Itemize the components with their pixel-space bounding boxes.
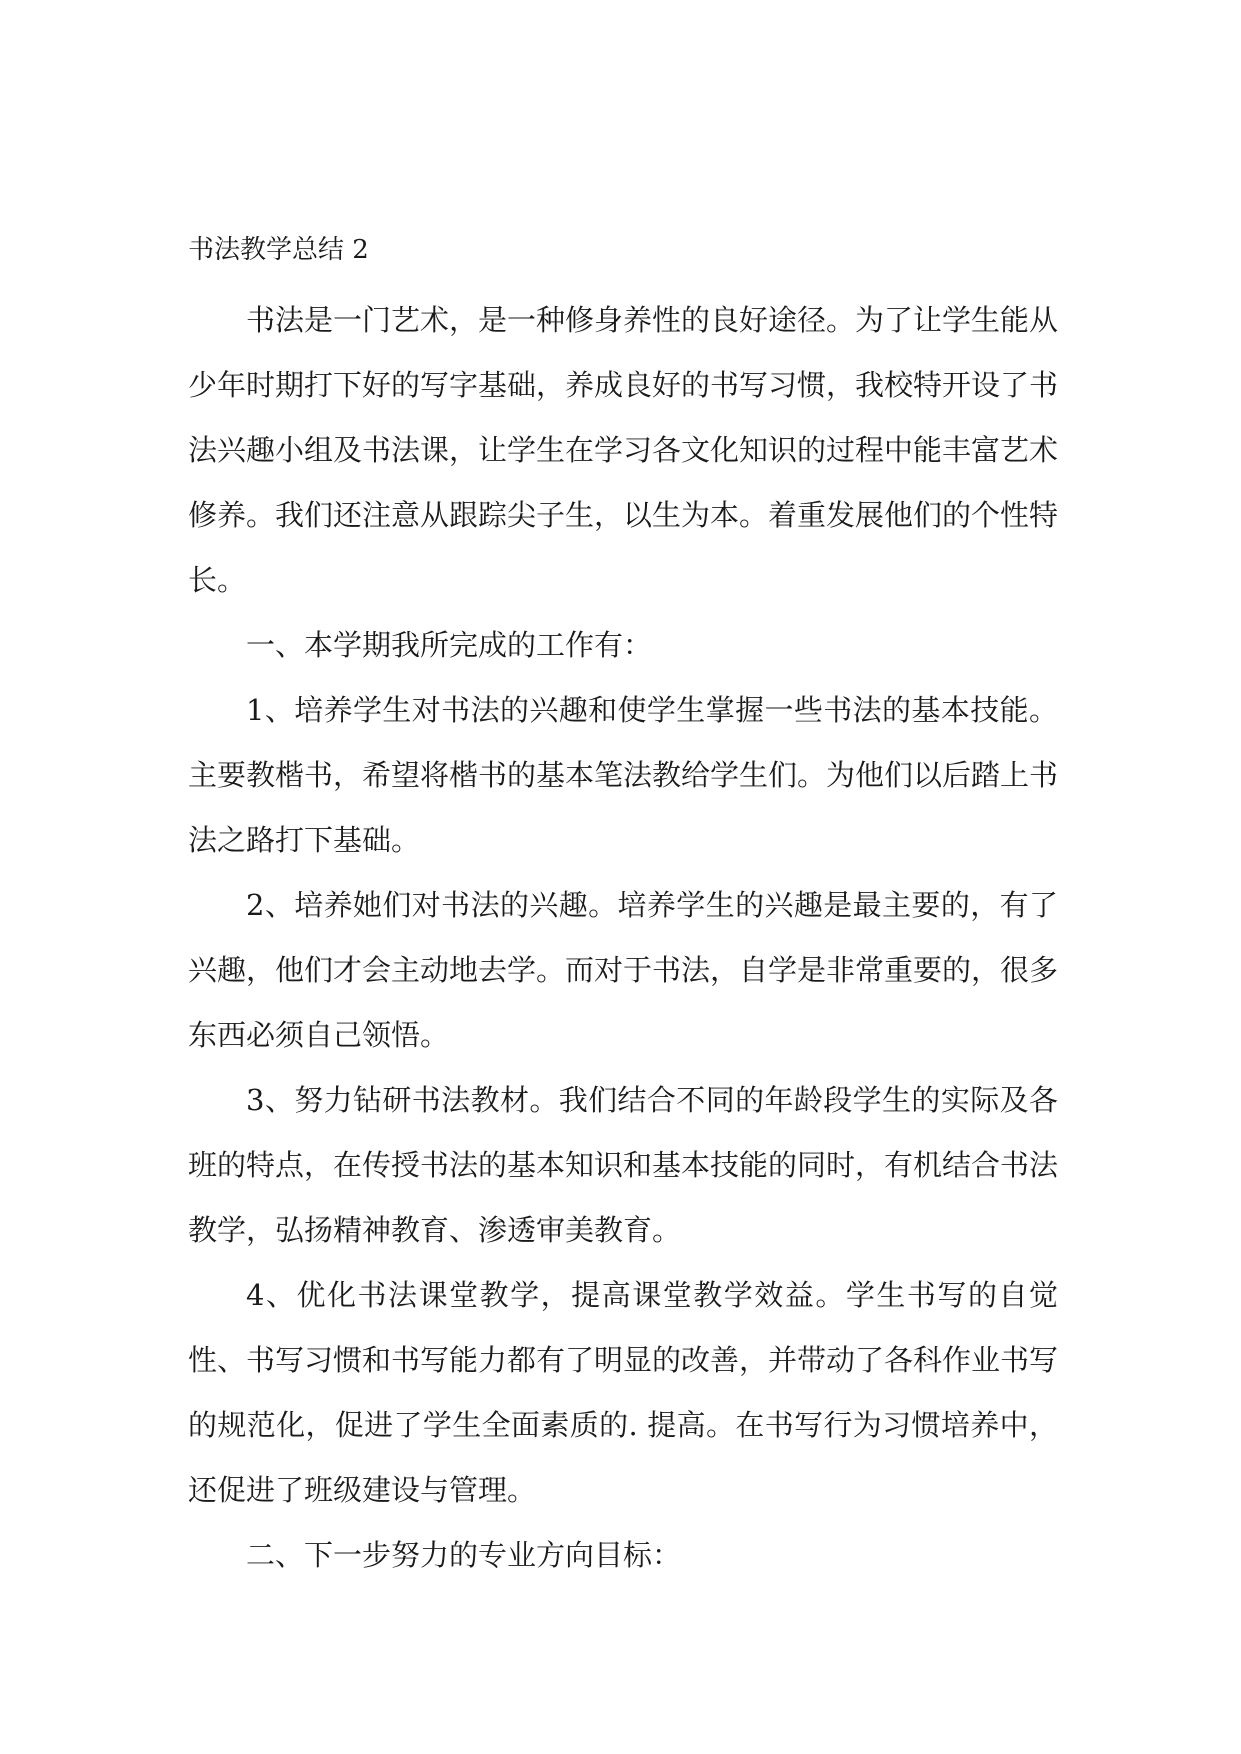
document-title: 书法教学总结 2: [188, 235, 369, 265]
section-heading-completed-work: 一、本学期我所完成的工作有：: [246, 628, 653, 662]
paragraph-intro: 书法是一门艺术，是一种修身养性的良好途径。为了让学生能从少年时期打下好的写字基础，养成良好的书写习惯，我校特开设了书法兴趣小组及书法课，让学生在学习各文化知识的过程中能丰富艺术修养。我们还注意从跟踪尖子生，以生为本。着重发展他们的个性特长。: [188, 303, 1059, 597]
list-item-3: 3、努力钻研书法教材。我们结合不同的年龄段学生的实际及各班的特点，在传授书法的基本知识和基本技能的同时，有机结合书法教学，弘扬精神教育、渗透审美教育。: [188, 1083, 1059, 1247]
section-heading-next-goals: 二、下一步努力的专业方向目标：: [246, 1538, 682, 1572]
list-item-4: 4、优化书法课堂教学，提高课堂教学效益。学生书写的自觉性、书写习惯和书写能力都有了明显的改善，并带动了各科作业书写的规范化，促进了学生全面素质的. 提高。在书写行为习惯培养中，还促进了班级建设与管理。: [188, 1278, 1059, 1507]
list-item-1: 1、培养学生对书法的兴趣和使学生掌握一些书法的基本技能。主要教楷书，希望将楷书的基本笔法教给学生们。为他们以后踏上书法之路打下基础。: [188, 693, 1059, 857]
document-body: [188, 288, 1058, 1588]
list-item-2: 2、培养她们对书法的兴趣。培养学生的兴趣是最主要的，有了兴趣，他们才会主动地去学。而对于书法，自学是非常重要的，很多东西必须自己领悟。: [188, 888, 1059, 1052]
